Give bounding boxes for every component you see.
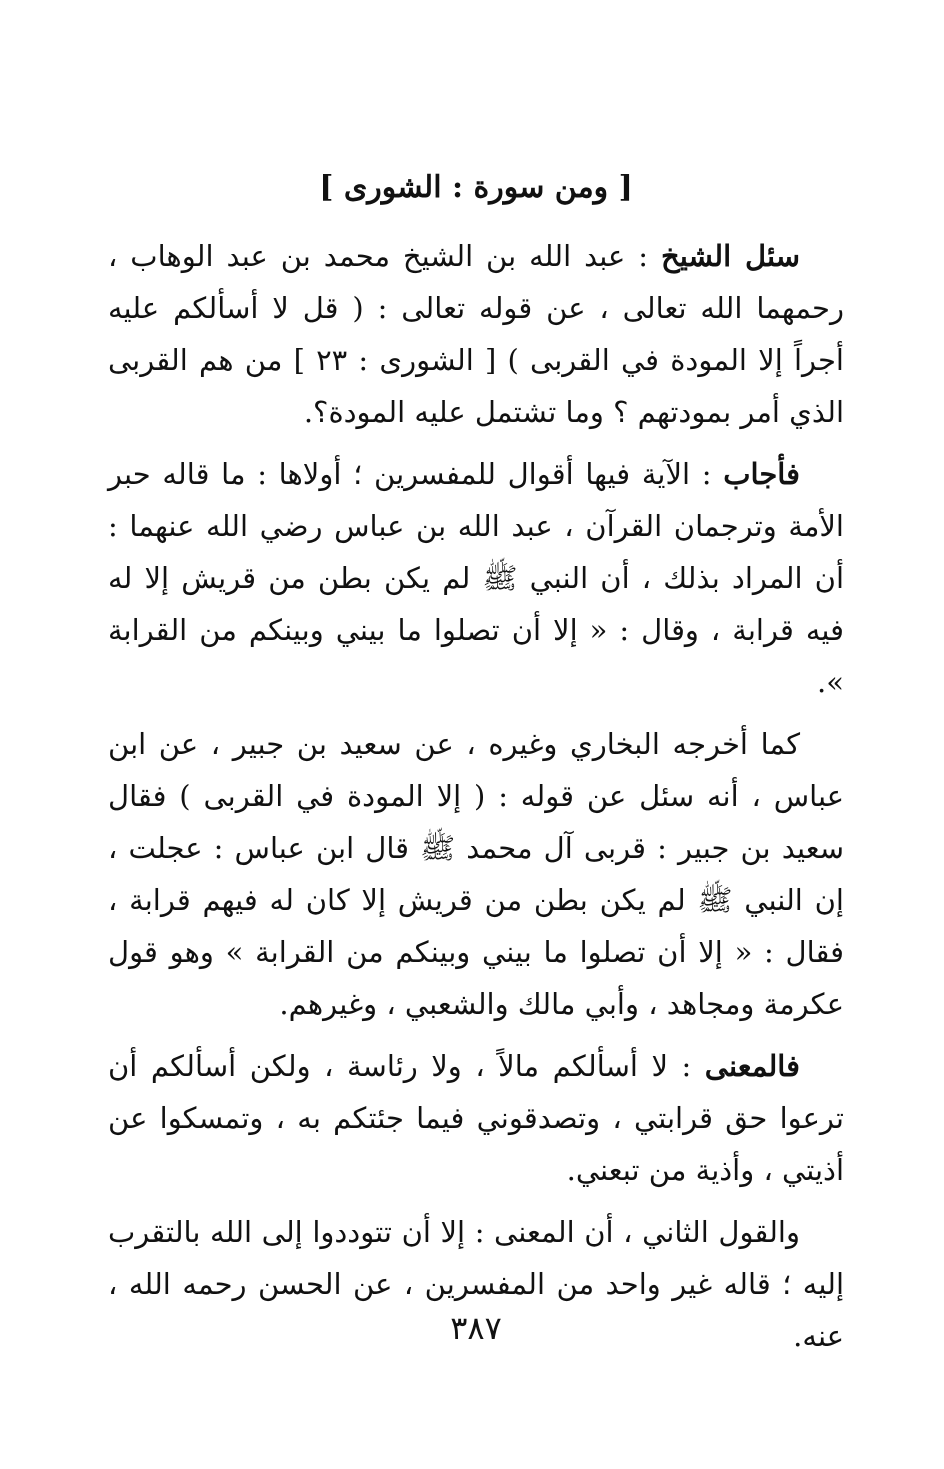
paragraph-text: والقول الثاني ، أن المعنى : إلا أن تتوددوا إلى الله بالتقرب إليه ؛ قاله غير واحد من المفسرين ، عن الحسن رحمه الله ، عنه. [108, 1215, 844, 1353]
body-text [108, 230, 844, 1372]
paragraph-question [108, 230, 844, 438]
paragraph-meaning [108, 1040, 844, 1196]
page-number: ٣٨٧ [450, 1309, 502, 1347]
paragraph-text: : الآية فيها أقوال للمفسرين ؛ أولاها : ما قاله حبر الأمة وترجمان القرآن ، عبد الله بن عباس رضي الله عنهما : أن المراد بذلك ، أن النبي ﷺ لم يكن بطن من قريش إلا له فيه قرابة ، وقال : « إلا أن تصلوا ما بيني وبينكم من القرابة ». [108, 457, 844, 699]
paragraph-lead: فأجاب [723, 457, 800, 491]
paragraph-narration [108, 718, 844, 1030]
paragraph-text: : عبد الله بن الشيخ محمد بن عبد الوهاب ، رحمهما الله تعالى ، عن قوله تعالى : ( قل لا أسألكم عليه أجراً إلا المودة في القربى ) [ الشورى : ٢٣ ] من هم القربى الذي أمر بمودتهم ؟ وما تشتمل عليه المودة؟. [108, 239, 844, 429]
paragraph-text: كما أخرجه البخاري وغيره ، عن سعيد بن جبير ، عن ابن عباس ، أنه سئل عن قوله : ( إلا المودة في القربى ) فقال سعيد بن جبير : قربى آل محمد ﷺ قال ابن عباس : عجلت ، إن النبي ﷺ لم يكن بطن من قريش إلا كان له فيهم قرابة ، فقال : « إلا أن تصلوا ما بيني وبينكم من القرابة » وهو قول عكرمة ومجاهد ، وأبي مالك والشعبي ، وغيرهم. [108, 727, 844, 1021]
paragraph-lead: فالمعنى [704, 1049, 800, 1083]
paragraph-lead: سئل الشيخ [660, 239, 801, 273]
paragraph-text: : لا أسألكم مالاً ، ولا رئاسة ، ولكن أسألكم أن ترعوا حق قرابتي ، وتصدقوني فيما جئتكم به ، وتمسكوا عن أذيتي ، وأذية من تبعني. [108, 1049, 844, 1187]
section-heading: [ ومن سورة : الشورى ] [319, 170, 633, 205]
paragraph-answer [108, 448, 844, 708]
